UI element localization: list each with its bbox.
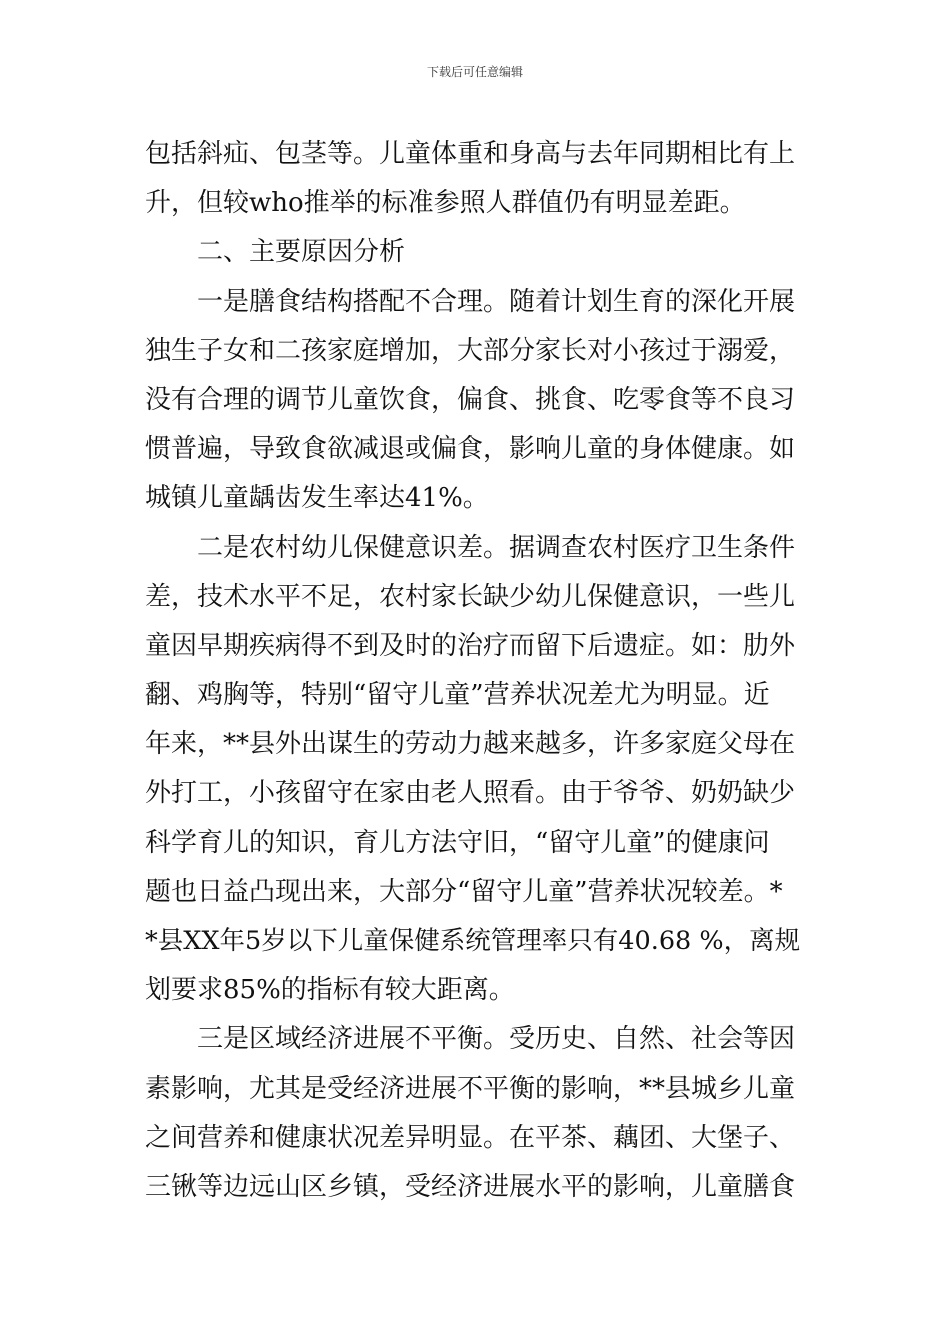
text-line: 划要求85%的指标有较大距离。	[145, 975, 515, 1006]
page-header: 下载后可任意编辑	[426, 65, 523, 79]
paragraph-first-line: 三是区域经济进展不平衡。受历史、自然、社会等因	[197, 1024, 796, 1055]
text-line: 城镇儿童龋齿发生率达41%。	[145, 483, 489, 514]
text-line: 三锹等边远山区乡镇，受经济进展水平的影响，儿童膳食	[145, 1171, 796, 1202]
text-line: 差，技术水平不足，农村家长缺少幼儿保健意识，一些儿	[145, 581, 796, 612]
text-line: *县XX年5岁以下儿童保健系统管理率只有40.68 %，离规	[145, 926, 801, 956]
paragraph-first-line: 一是膳食结构搭配不合理。随着计划生育的深化开展	[197, 286, 796, 317]
text-line: 外打工，小孩留守在家由老人照看。由于爷爷、奶奶缺少	[145, 778, 796, 809]
text-line: 升，但较who推举的标准参照人群值仍有明显差距。	[145, 188, 746, 219]
text-line: 科学育儿的知识，育儿方法守旧，“留守儿童”的健康问	[145, 827, 770, 858]
text-line: 童因早期疾病得不到及时的治疗而留下后遗症。如：肋外	[145, 630, 796, 661]
text-line: 包括斜疝、包茎等。儿童体重和身高与去年同期相比有上	[145, 139, 796, 169]
text-line: 素影响，尤其是受经济进展不平衡的影响，**县城乡儿童	[145, 1073, 796, 1104]
text-line: 没有合理的调节儿童饮食，偏食、挑食、吃零食等不良习	[145, 384, 796, 415]
text-line: 惯普遍，导致食欲减退或偏食，影响儿童的身体健康。如	[145, 434, 796, 465]
text-line: 独生子女和二孩家庭增加，大部分家长对小孩过于溺爱，	[145, 335, 796, 366]
paragraph-first-line: 二、主要原因分析	[197, 237, 406, 268]
text-line: 年来，**县外出谋生的劳动力越来越多，许多家庭父母在	[145, 729, 796, 760]
paragraph-first-line: 二是农村幼儿保健意识差。据调查农村医疗卫生条件	[197, 532, 796, 563]
text-line: 题也日益凸现出来，大部分“留守儿童”营养状况较差。*	[145, 876, 783, 907]
document-body	[145, 130, 810, 1212]
text-line: 翻、鸡胸等，特别“留守儿童”营养状况差尤为明显。近	[145, 680, 770, 711]
text-line: 之间营养和健康状况差异明显。在平茶、藕团、大堡子、	[145, 1122, 796, 1153]
